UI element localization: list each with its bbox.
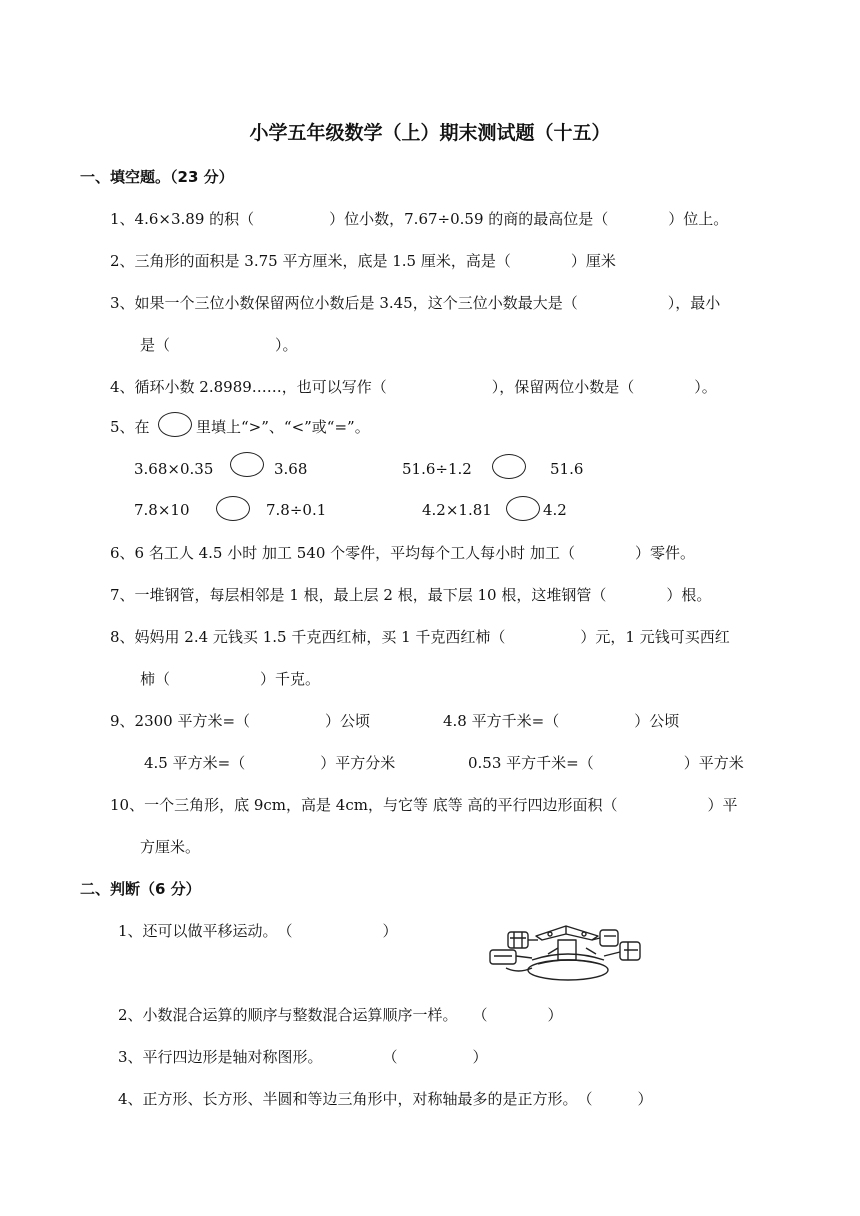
q5-expr: 4.2 [543,501,567,519]
question-8-line-1: 8、妈妈用 2.4 元钱买 1.5 千克西红柿，买 1 千克西红柿（ ）元，1 元钱可买西红 [110,628,730,646]
question-5-suffix: 里填上“>”、“<”或“=”。 [196,418,370,436]
compare-circle[interactable] [230,452,264,477]
question-9-d: 0.53 平方千米=（ ）平方米 [468,754,744,772]
section-1-heading: 一、填空题。（23 分） [80,168,234,186]
question-5-prefix: 5、在 [110,418,150,436]
q5-expr: 7.8×10 [134,501,190,519]
judgement-4: 4、正方形、长方形、半圆和等边三角形中，对称轴最多的是正方形。 （ ） [118,1090,653,1108]
compare-circle[interactable] [492,454,526,479]
carousel-ride-illustration [488,912,644,988]
q5-expr: 51.6 [550,460,584,478]
question-9-a: 9、2300 平方米=（ ）公顷 [110,712,371,730]
question-10-line-1: 10、一个三角形，底 9cm，高是 4cm，与它等 底等 高的平行四边形面积（ ）平 [110,796,738,814]
question-9-c: 4.5 平方米=（ ）平方分米 [144,754,396,772]
q5-expr: 3.68 [274,460,308,478]
judgement-3: 3、平行四边形是轴对称图形。 （ ） [118,1048,488,1066]
q5-expr: 4.2×1.81 [422,501,492,519]
page-title: 小学五年级数学（上）期末测试题（十五） [249,122,611,144]
question-9-b: 4.8 平方千米=（ ）公顷 [443,712,680,730]
question-3-line-1: 3、如果一个三位小数保留两位小数后是 3.45，这个三位小数最大是（ ），最小 [110,294,721,312]
compare-circle[interactable] [506,496,540,521]
section-2-heading: 二、判断（6 分） [80,880,201,898]
q5-expr: 7.8÷0.1 [266,501,327,519]
question-7: 7、一堆钢管，每层相邻是 1 根，最上层 2 根，最下层 10 根，这堆钢管（ ）根。 [110,586,712,604]
compare-circle[interactable] [216,496,250,521]
q5-expr: 3.68×0.35 [134,460,214,478]
question-6: 6、6 名工人 4.5 小时 加工 540 个零件，平均每个工人每小时 加工（ ）零件。 [110,544,695,562]
question-3-line-2: 是（ ）。 [140,336,298,354]
question-1: 1、4.6×3.89 的积（ ）位小数，7.67÷0.59 的商的最高位是（ ）位上。 [110,210,729,228]
compare-circle[interactable] [158,412,192,437]
question-4: 4、循环小数 2.8989……，也可以写作（ ），保留两位小数是（ ）。 [110,378,717,396]
question-8-line-2: 柿（ ）千克。 [140,670,321,688]
judgement-2: 2、小数混合运算的顺序与整数混合运算顺序一样。 （ ） [118,1006,563,1024]
question-10-line-2: 方厘米。 [140,838,201,856]
question-2: 2、三角形的面积是 3.75 平方厘米，底是 1.5 厘米，高是（ ）厘米 [110,252,616,270]
q5-expr: 51.6÷1.2 [402,460,472,478]
judgement-1: 1、还可以做平移运动。 （ ） [118,922,398,940]
